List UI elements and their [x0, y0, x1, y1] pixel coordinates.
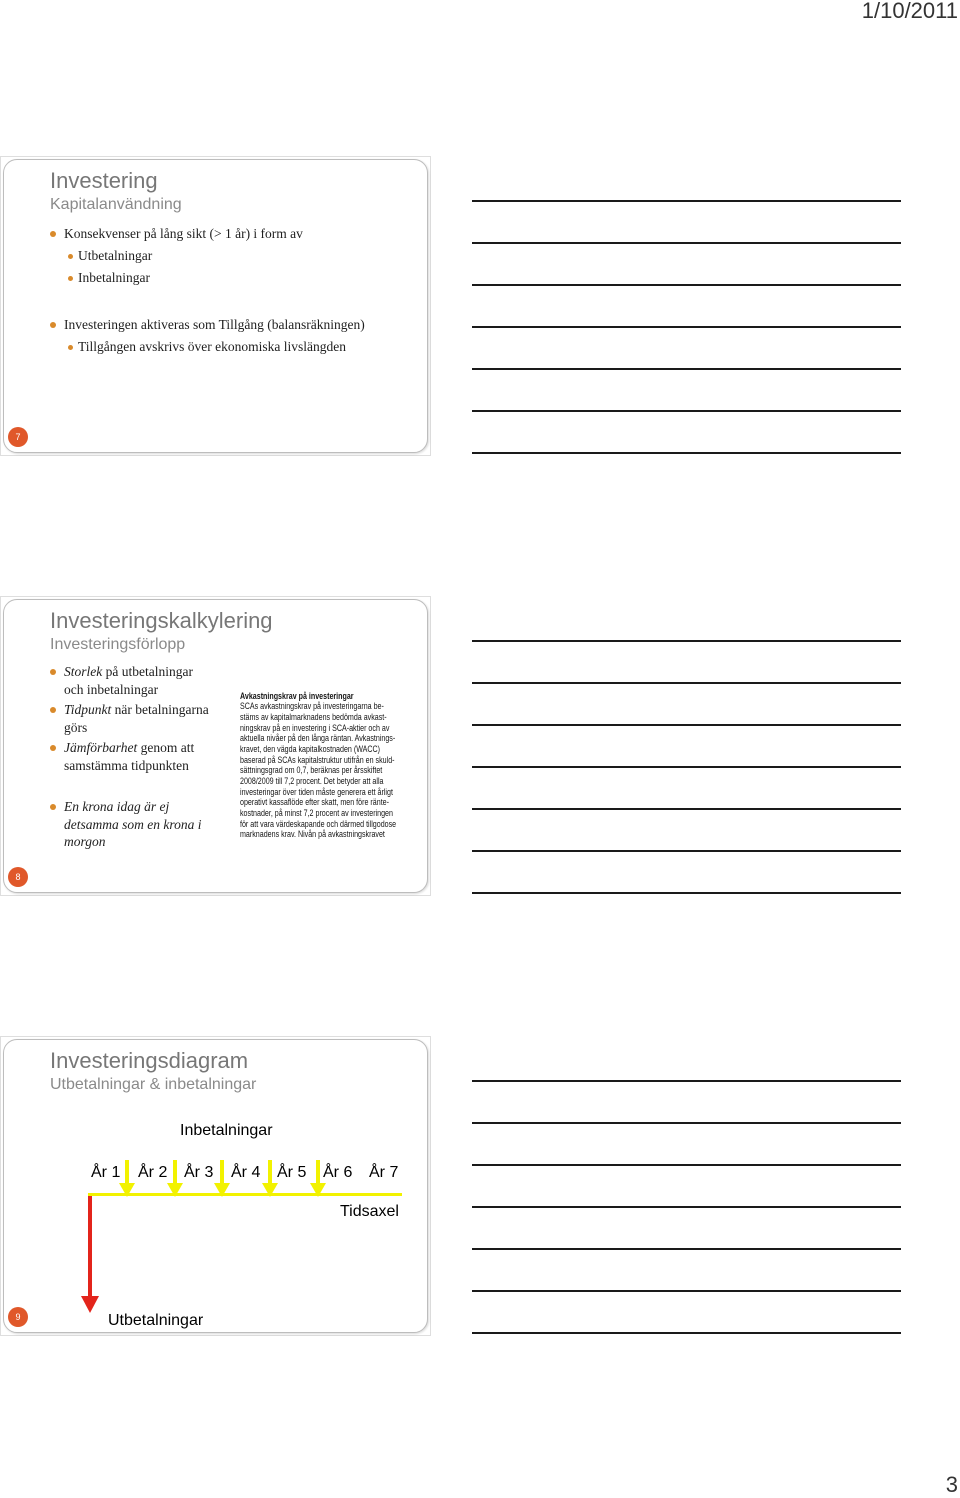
bullet-dot-icon [50, 231, 56, 237]
time-axis-label: Tidsaxel [340, 1203, 399, 1220]
clipping-line: investeringar över tiden måste generera ett årligt [240, 786, 393, 797]
slide-title: Investeringskalkylering [50, 608, 273, 633]
sub-bullet-item [4, 267, 365, 289]
slide-frame-8 [0, 596, 431, 896]
bullet-text-line: när betalningarna [114, 702, 209, 718]
clipping-line: för att vara värdeskapande och därmed tillgodose [240, 818, 397, 829]
bullet-text: Konsekvenser på lång sikt (> 1 år) i form av [64, 226, 303, 241]
slide-frame-7 [0, 156, 431, 456]
slide-8 [3, 599, 428, 893]
clipping-line: marknadens krav. Nivån på avkastningskravet [240, 829, 385, 840]
clipping-line: stäms av kapitalmarknadens bedömda avkast- [240, 711, 387, 722]
slide-9 [3, 1039, 428, 1333]
slide-7 [3, 159, 428, 453]
note-line [472, 682, 901, 684]
emphasis-term: Jämförbarhet [64, 740, 138, 756]
bullet-dot-icon [68, 276, 73, 281]
slide-frame-9 [0, 1036, 431, 1336]
emphasis-term: Storlek [64, 664, 103, 680]
note-line [472, 1206, 901, 1208]
bullet-item [4, 663, 209, 698]
note-line [472, 242, 901, 244]
clipping-line: operativt kassaflöde efter skatt, men före ränte- [240, 797, 389, 808]
note-line [472, 1080, 901, 1082]
note-line [472, 1290, 901, 1292]
bullet-item [4, 314, 365, 336]
bullet-text: Tillgången avskrivs över ekonomiska livslängden [78, 339, 346, 354]
bullet-dot-icon [50, 707, 56, 713]
clipping-line: SCAs avkastningskrav på investeringarna be- [240, 701, 384, 712]
note-line [472, 766, 901, 768]
note-line [472, 452, 901, 454]
note-line [472, 1332, 901, 1334]
bullet-text-line: detsamma som en krona i [64, 816, 202, 832]
bullet-text: Investeringen aktiveras som Tillgång (balansräkningen) [64, 317, 365, 332]
bullet-text-line: görs [64, 719, 88, 735]
print-date: 1/10/2011 [861, 0, 958, 23]
inflow-arrow [214, 1160, 230, 1197]
investment-diagram-graphics [4, 1040, 427, 1332]
clipping-line: baserad på SCAs kapitalstruktur utifrån en skuld- [240, 754, 395, 765]
bullet-text: Utbetalningar [78, 248, 153, 263]
year-label: År 6 [323, 1164, 353, 1181]
notes-lines-slide-9 [472, 1080, 901, 1374]
year-label: År 4 [231, 1164, 261, 1181]
page-number: 3 [945, 1472, 958, 1497]
bullet-dot-icon [50, 804, 56, 810]
note-line [472, 368, 901, 370]
clipping-line: aktuella nivåer på den långa räntan. Avkastnings- [240, 733, 396, 744]
year-label: År 3 [184, 1164, 214, 1181]
bullet-text-line: samstämma tidpunkten [64, 757, 189, 773]
year-label: År 5 [277, 1164, 307, 1181]
bullet-text-line: på utbetalningar [105, 664, 193, 680]
slide-number-badge: 8 [8, 867, 28, 887]
inflow-arrow [167, 1160, 183, 1197]
bullet-item [4, 701, 209, 736]
clipping-line: kostnader, på minst 7,2 procent av investeringen [240, 808, 393, 819]
bullet-item [4, 798, 209, 851]
bullet-dot-icon [50, 669, 56, 675]
emphasis-term: Tidpunkt [64, 702, 112, 718]
slide-subtitle: Utbetalningar & inbetalningar [50, 1076, 257, 1093]
outflow-label: Utbetalningar [108, 1312, 204, 1329]
note-line [472, 1164, 901, 1166]
note-line [472, 200, 901, 202]
bullet-text-line: och inbetalningar [64, 681, 159, 697]
year-label: År 2 [138, 1164, 168, 1181]
note-line [472, 892, 901, 894]
slide-subtitle: Investeringsförlopp [50, 636, 186, 653]
slide-number-badge: 7 [8, 427, 28, 447]
clipping-line: 2008/2009 till 7,2 procent. Det betyder att alla [240, 776, 384, 786]
note-line [472, 410, 901, 412]
year-label: År 7 [369, 1164, 399, 1181]
clipping-heading: Avkastningskrav på investeringar [240, 690, 354, 701]
inflow-label: Inbetalningar [180, 1122, 273, 1139]
outflow-arrow [81, 1196, 99, 1313]
bullet-text-line: genom att [140, 740, 195, 756]
note-line [472, 1248, 901, 1250]
bullet-list [4, 223, 365, 358]
note-line [472, 1122, 901, 1124]
note-line [472, 640, 901, 642]
clipping-line: ningskrav på en investering i SCA-aktier och av [240, 722, 390, 733]
newspaper-clipping [240, 691, 396, 841]
bullet-dot-icon [50, 322, 56, 328]
note-line [472, 850, 901, 852]
bullet-text-line: En krona idag är ej [64, 799, 170, 815]
slide-number-badge: 9 [8, 1307, 28, 1327]
bullet-item [4, 223, 365, 245]
bullet-item [4, 739, 209, 774]
bullet-dot-icon [68, 254, 73, 259]
bullet-text-line: morgon [64, 834, 106, 850]
bullet-list [4, 663, 209, 851]
notes-lines-slide-8 [472, 640, 901, 934]
note-line [472, 808, 901, 810]
sub-bullet-item [4, 336, 365, 358]
inflow-arrow [119, 1160, 135, 1197]
note-line [472, 284, 901, 286]
slide-title: Investering [50, 168, 158, 193]
clipping-line: sättningsgrad om 0,7, beräknas per årsskiftet [240, 765, 383, 776]
year-label: År 1 [91, 1164, 121, 1181]
sub-bullet-item [4, 245, 365, 267]
clipping-line: kravet, den vägda kapitalkostnaden (WACC) [240, 743, 381, 754]
time-axis [88, 1193, 402, 1196]
note-line [472, 724, 901, 726]
notes-lines-slide-7 [472, 200, 901, 494]
note-line [472, 326, 901, 328]
slide-title: Investeringsdiagram [50, 1048, 249, 1073]
bullet-dot-icon [68, 345, 73, 350]
bullet-dot-icon [50, 745, 56, 751]
slide-subtitle: Kapitalanvändning [50, 196, 182, 213]
inflow-arrow [262, 1160, 278, 1197]
bullet-text: Inbetalningar [78, 270, 150, 285]
